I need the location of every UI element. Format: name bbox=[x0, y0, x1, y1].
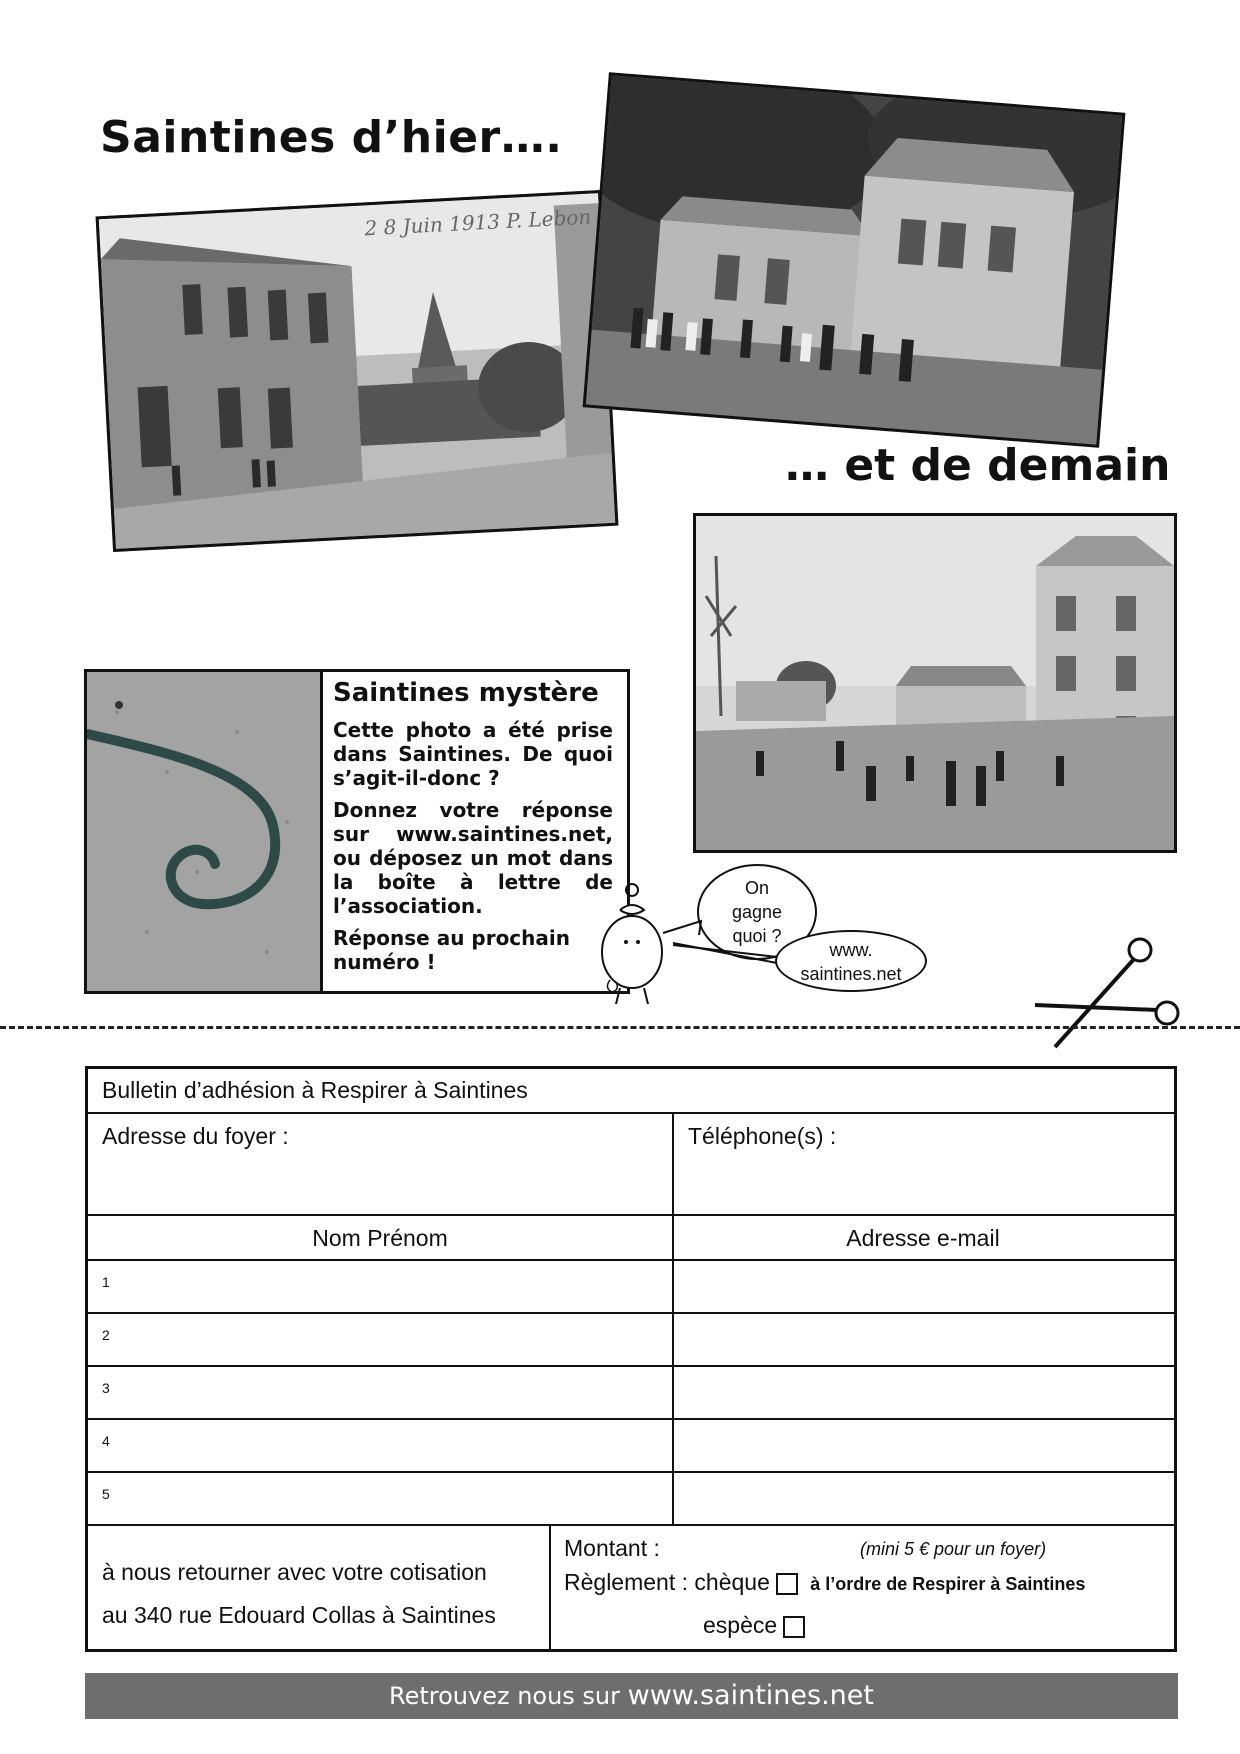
postcard-handwriting: 2 8 Juin 1913 P. Lebon bbox=[363, 204, 592, 241]
cash-label: espèce bbox=[703, 1612, 778, 1638]
old-school-photo bbox=[583, 72, 1126, 448]
row-number: 4 bbox=[102, 1433, 110, 1449]
footer-banner bbox=[85, 1673, 1178, 1719]
return-line-1: à nous retourner avec votre cotisation bbox=[102, 1559, 487, 1585]
mystery-paragraph-1: Cette photo a été prise dans Saintines. De quoi s’agit-il-donc ? bbox=[333, 718, 613, 790]
speech-bubble-url-line2: saintines.net bbox=[800, 964, 902, 984]
mystery-photo bbox=[87, 672, 323, 991]
speech-bubble-tails bbox=[655, 905, 785, 965]
mystery-title: Saintines mystère bbox=[333, 678, 599, 708]
title-hier: Saintines d’hier…. bbox=[100, 112, 563, 163]
return-line-2: au 340 rue Edouard Collas à Saintines bbox=[102, 1602, 496, 1628]
form-divider bbox=[88, 1418, 1174, 1420]
form-divider bbox=[88, 1524, 1174, 1526]
speech-bubble-url-line1: www. bbox=[829, 940, 873, 960]
cheque-order: à l’ordre de Respirer à Saintines bbox=[810, 1574, 1086, 1594]
payment-label: Règlement : chèque bbox=[564, 1569, 770, 1595]
form-column-divider bbox=[672, 1112, 674, 1526]
amount-note: (mini 5 € pour un foyer) bbox=[860, 1539, 1047, 1559]
row-number: 2 bbox=[102, 1327, 110, 1343]
cheque-checkbox[interactable] bbox=[776, 1573, 798, 1595]
row-number: 1 bbox=[102, 1274, 110, 1290]
col-name-header: Nom Prénom bbox=[312, 1225, 448, 1251]
cash-checkbox[interactable] bbox=[783, 1616, 805, 1638]
form-bottom-divider bbox=[549, 1524, 551, 1649]
title-demain: … et de demain bbox=[785, 440, 1171, 491]
mystery-text bbox=[333, 678, 613, 982]
form-divider bbox=[88, 1312, 1174, 1314]
footer-url[interactable]: www.saintines.net bbox=[627, 1680, 874, 1711]
amount-label: Montant : bbox=[564, 1535, 660, 1561]
form-divider bbox=[88, 1365, 1174, 1367]
form-divider bbox=[88, 1259, 1174, 1261]
footer-prefix: Retrouvez nous sur bbox=[388, 1682, 628, 1710]
speech-bubble-question-line1: On bbox=[744, 878, 769, 898]
address-label: Adresse du foyer : bbox=[102, 1123, 289, 1149]
speech-bubble-url bbox=[775, 930, 927, 992]
speech-bubble-question-line2: gagne bbox=[731, 902, 783, 922]
mystery-box bbox=[84, 669, 630, 994]
form-divider bbox=[88, 1471, 1174, 1473]
cut-line bbox=[0, 1026, 1240, 1029]
form-header: Bulletin d’adhésion à Respirer à Saintines bbox=[102, 1077, 528, 1103]
new-school-photo bbox=[693, 513, 1177, 853]
postcard-street-photo bbox=[96, 190, 619, 552]
row-number: 3 bbox=[102, 1380, 110, 1396]
col-email-header: Adresse e-mail bbox=[846, 1225, 1000, 1251]
form-divider bbox=[88, 1112, 1174, 1114]
form-divider bbox=[88, 1214, 1174, 1216]
membership-form bbox=[85, 1066, 1177, 1652]
scissors-icon bbox=[1035, 935, 1180, 1050]
mystery-paragraph-2: Donnez votre réponse sur www.saintines.net, ou déposez un mot dans la boîte à lettre de l’association. bbox=[333, 798, 613, 918]
cash-row bbox=[703, 1612, 805, 1639]
row-number: 5 bbox=[102, 1486, 110, 1502]
speech-bubble-question-line3: quoi ? bbox=[732, 926, 782, 946]
payment-row bbox=[564, 1569, 1085, 1596]
mystery-paragraph-3: Réponse au prochain numéro ! bbox=[333, 926, 570, 974]
phone-label: Téléphone(s) : bbox=[688, 1123, 837, 1149]
